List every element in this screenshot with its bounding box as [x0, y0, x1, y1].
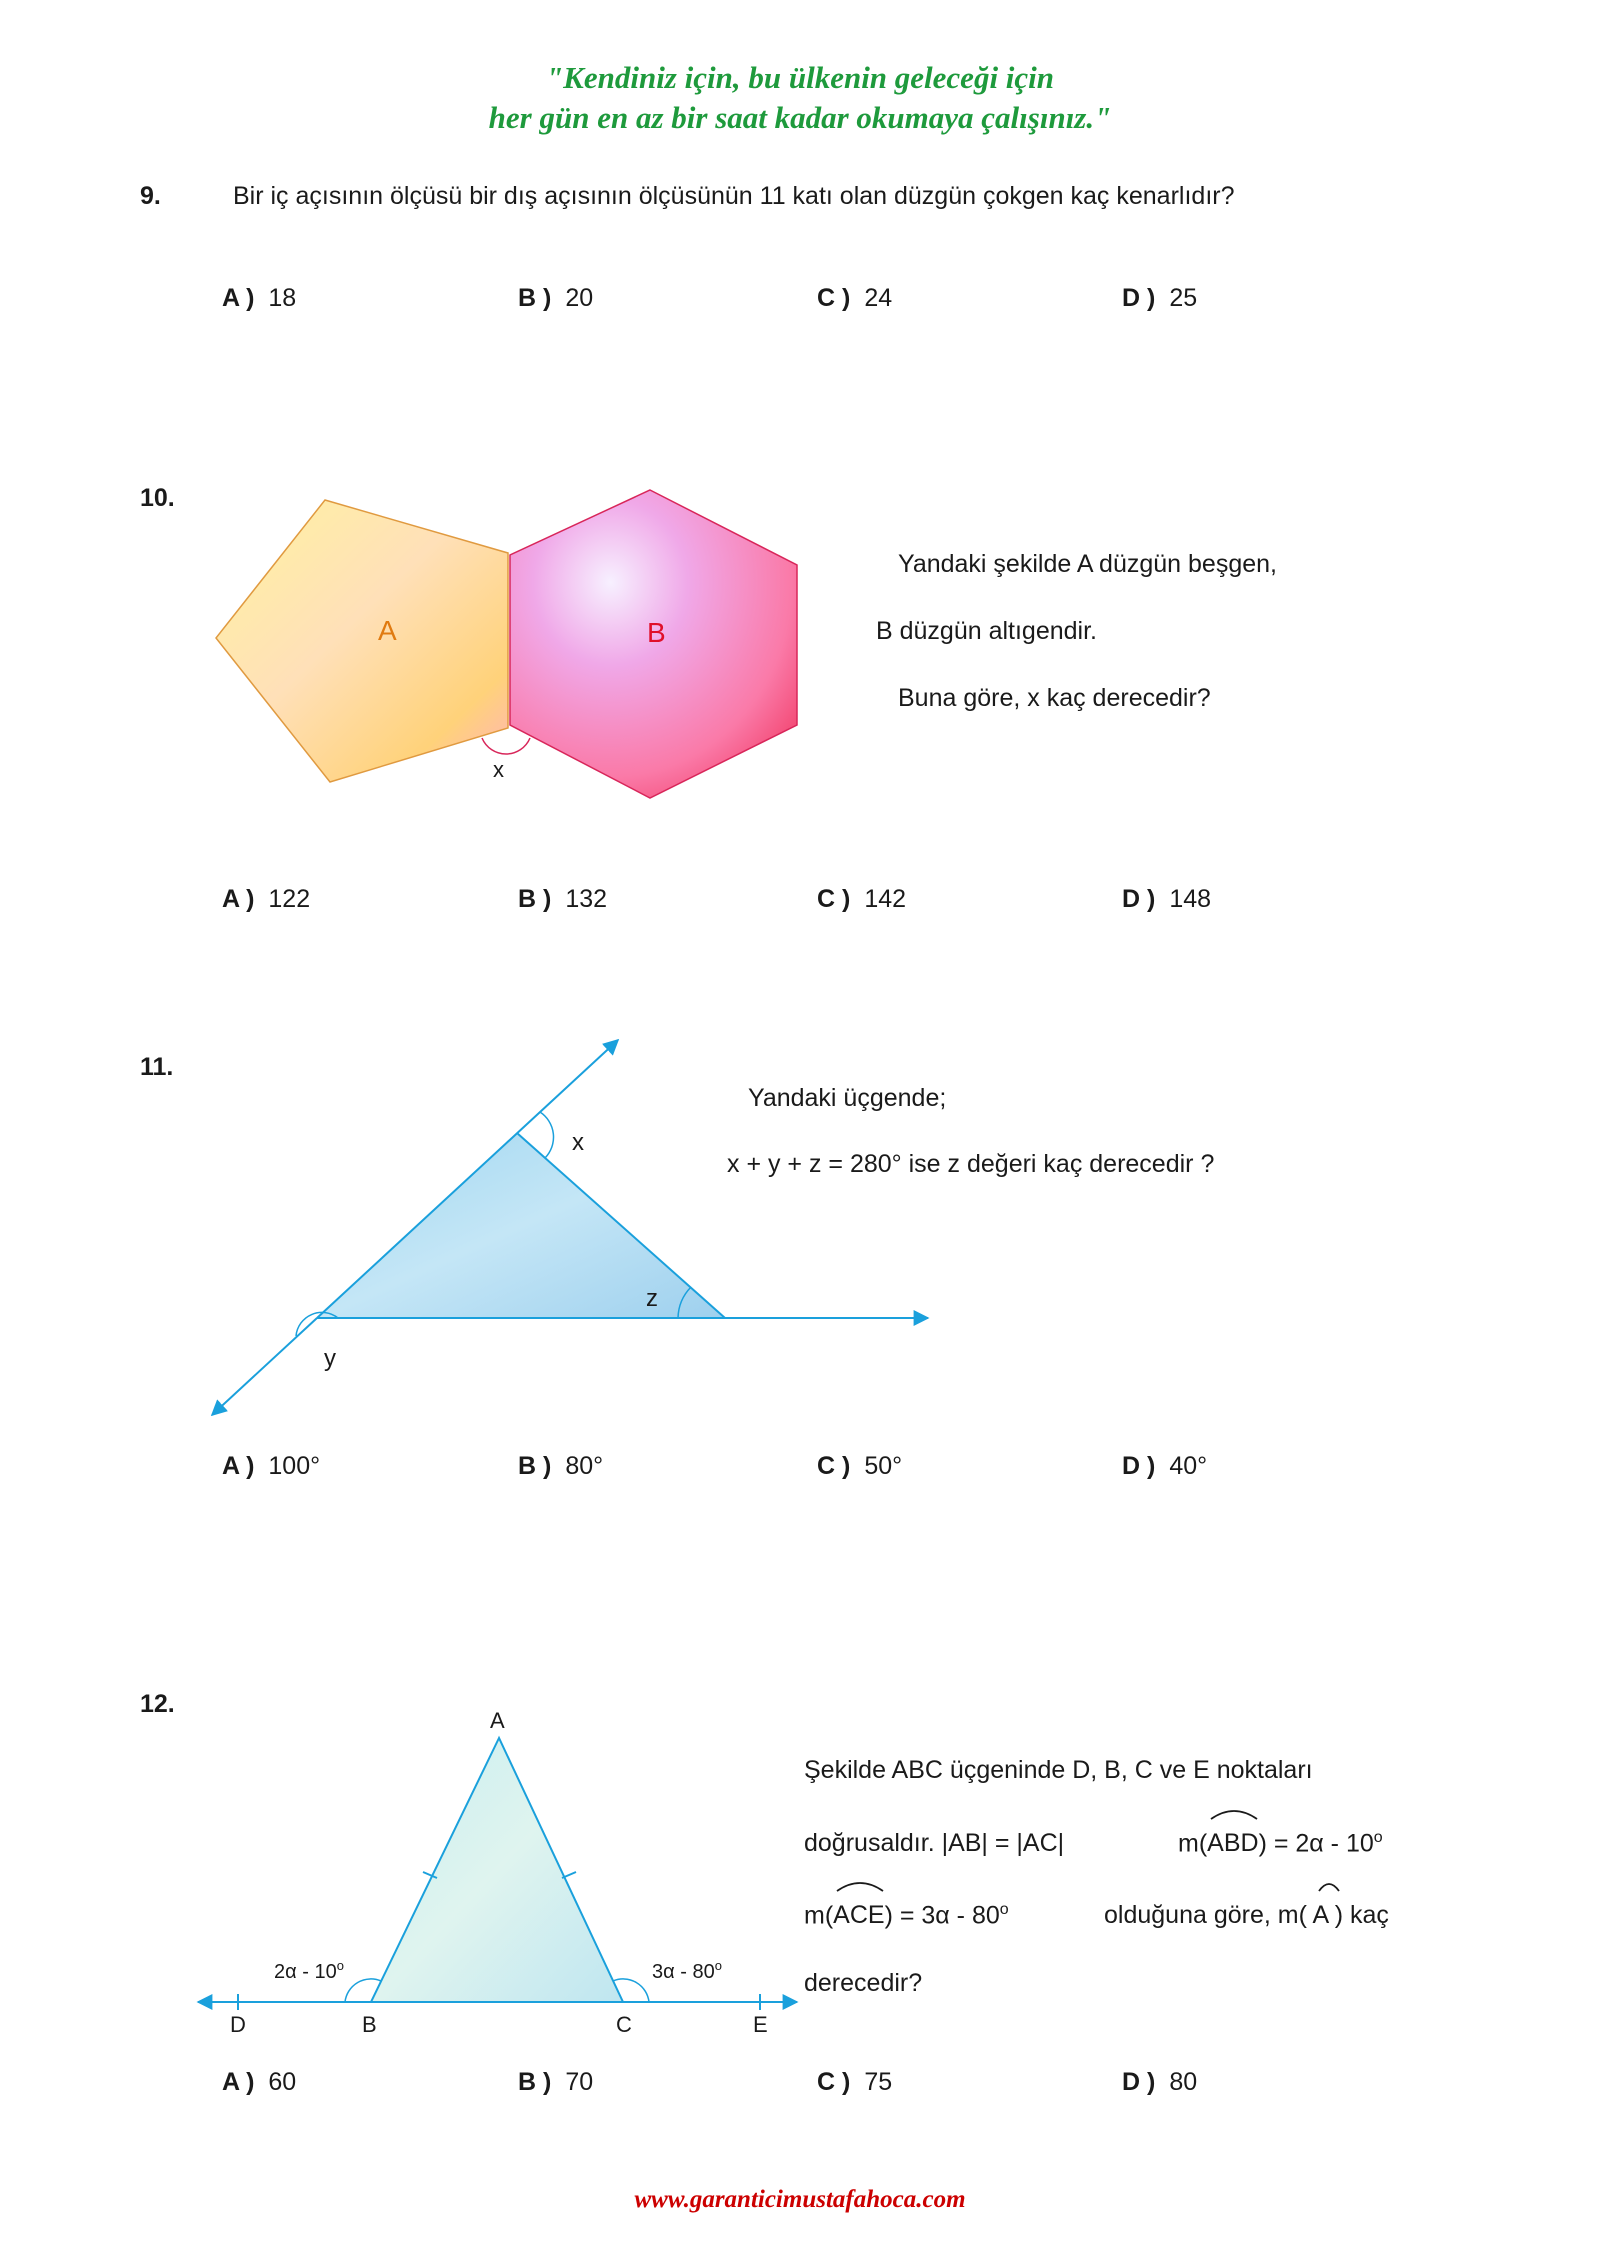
label-c: C: [616, 2012, 632, 2037]
angle-right-label: [652, 1958, 722, 1983]
angle-right-value: 3α - 80: [652, 1961, 715, 1983]
angle-x-arc: [540, 1112, 554, 1158]
degree-sign: o: [999, 1901, 1009, 1918]
option-c[interactable]: [817, 284, 892, 313]
option-b[interactable]: [518, 1452, 603, 1481]
label-d: D: [230, 2012, 246, 2037]
option-letter: A ): [222, 284, 255, 312]
question-line-3a: [804, 1901, 1009, 1930]
option-a[interactable]: [222, 284, 296, 313]
option-letter: D ): [1122, 885, 1156, 913]
text: A: [1306, 1901, 1335, 1929]
option-letter: B ): [518, 885, 552, 913]
text: m(: [1178, 1829, 1208, 1858]
option-letter: C ): [817, 885, 851, 913]
question-number: 12.: [140, 1690, 175, 1718]
option-a[interactable]: [222, 1452, 320, 1481]
arc-angle-a: [1307, 1901, 1335, 1930]
text: m(: [804, 1901, 834, 1930]
option-d[interactable]: [1122, 2068, 1197, 2097]
option-d[interactable]: [1122, 885, 1211, 914]
question-line: x + y + z = 280° ise z değeri kaç derecedir ?: [727, 1150, 1215, 1178]
arc-mark-icon: [835, 1879, 885, 1893]
degree-sign: o: [1373, 1829, 1383, 1846]
question-line: Yandaki şekilde A düzgün beşgen,: [898, 550, 1277, 578]
text: ) = 2α - 10: [1258, 1829, 1374, 1858]
option-b[interactable]: [518, 284, 593, 313]
label-z: z: [646, 1285, 658, 1312]
question-line-4: derecedir?: [804, 1969, 923, 1997]
question-number: 11.: [140, 1053, 174, 1081]
option-value: 60: [268, 2068, 297, 2096]
label-b: B: [647, 617, 666, 648]
question-line: Yandaki üçgende;: [748, 1084, 947, 1112]
text: ACE: [833, 1901, 885, 1930]
option-value: 40°: [1169, 1452, 1208, 1480]
option-value: 142: [864, 885, 907, 913]
option-value: 100°: [268, 1452, 321, 1480]
option-value: 80°: [565, 1452, 604, 1480]
label-x: x: [572, 1129, 584, 1156]
option-letter: A ): [222, 1452, 255, 1480]
arc-angle-ace: [833, 1901, 884, 1930]
option-d[interactable]: [1122, 1452, 1207, 1481]
option-letter: D ): [1122, 1452, 1156, 1480]
option-a[interactable]: [222, 2068, 296, 2097]
question-line-1: Şekilde ABC üçgeninde D, B, C ve E noktaları: [804, 1756, 1313, 1784]
text: ABD: [1207, 1829, 1259, 1858]
angle-x-arc: [482, 738, 530, 754]
angle-left-label: [274, 1958, 344, 1983]
option-c[interactable]: [817, 2068, 892, 2097]
option-letter: A ): [222, 2068, 255, 2096]
option-value: 24: [864, 284, 893, 312]
question-line-2b: [1178, 1829, 1383, 1858]
question-line: B düzgün altıgendir.: [876, 617, 1097, 645]
text: ) kaç: [1334, 1901, 1389, 1929]
option-a[interactable]: [222, 885, 310, 914]
question-line-2a: doğrusaldır. |AB| = |AC|: [804, 1829, 1065, 1857]
pentagon-a: [216, 500, 508, 782]
isosceles-triangle-figure: [190, 1700, 810, 2040]
option-c[interactable]: [817, 1452, 902, 1481]
option-letter: B ): [518, 2068, 552, 2096]
option-letter: C ): [817, 284, 851, 312]
triangle-abc: [371, 1738, 623, 2002]
arc-mark-icon: [1209, 1807, 1259, 1821]
option-letter: A ): [222, 885, 255, 913]
option-value: 148: [1169, 885, 1212, 913]
degree-sign: o: [714, 1958, 722, 1973]
question-line-3b: [1104, 1901, 1389, 1930]
angle-left-value: 2α - 10: [274, 1961, 337, 1983]
label-b: B: [362, 2012, 377, 2037]
option-letter: C ): [817, 2068, 851, 2096]
question-line: Buna göre, x kaç derecedir?: [898, 684, 1211, 712]
motto-line-1: "Kendiniz için, bu ülkenin geleceği için: [545, 60, 1055, 95]
label-x: x: [493, 757, 504, 782]
option-value: 132: [565, 885, 608, 913]
arc-angle-abd: [1207, 1829, 1258, 1858]
option-letter: B ): [518, 284, 552, 312]
option-letter: D ): [1122, 284, 1156, 312]
footer-url[interactable]: www.garanticimustafahoca.com: [634, 2186, 966, 2213]
ray-left-down: [212, 1318, 317, 1415]
option-value: 50°: [864, 1452, 903, 1480]
label-e: E: [753, 2012, 768, 2037]
text: olduğuna göre, m(: [1104, 1901, 1307, 1929]
arc-mark-icon: [1317, 1879, 1341, 1893]
text: ) = 3α - 80: [884, 1901, 1000, 1930]
option-letter: C ): [817, 1452, 851, 1480]
option-value: 25: [1169, 284, 1198, 312]
degree-sign: o: [336, 1958, 344, 1973]
motto-line-2: her gün en az bir saat kadar okumaya çalışınız.": [488, 100, 1112, 135]
option-value: 70: [565, 2068, 594, 2096]
polygon-figure: [200, 480, 820, 800]
option-letter: B ): [518, 1452, 552, 1480]
option-value: 18: [268, 284, 297, 312]
question-number: 9.: [140, 182, 161, 210]
option-c[interactable]: [817, 885, 906, 914]
option-value: 75: [864, 2068, 893, 2096]
option-b[interactable]: [518, 2068, 593, 2097]
option-b[interactable]: [518, 885, 607, 914]
option-value: 80: [1169, 2068, 1198, 2096]
label-a: A: [378, 615, 397, 646]
triangle: [317, 1133, 725, 1318]
option-value: 20: [565, 284, 594, 312]
question-number: 10.: [140, 484, 175, 512]
label-y: y: [324, 1345, 336, 1372]
question-text: Bir iç açısının ölçüsü bir dış açısının ölçüsünün 11 katı olan düzgün çokgen kaç kenarlıdır?: [233, 182, 1235, 210]
option-letter: D ): [1122, 2068, 1156, 2096]
label-a: A: [490, 1708, 505, 1733]
option-value: 122: [268, 885, 311, 913]
option-d[interactable]: [1122, 284, 1197, 313]
